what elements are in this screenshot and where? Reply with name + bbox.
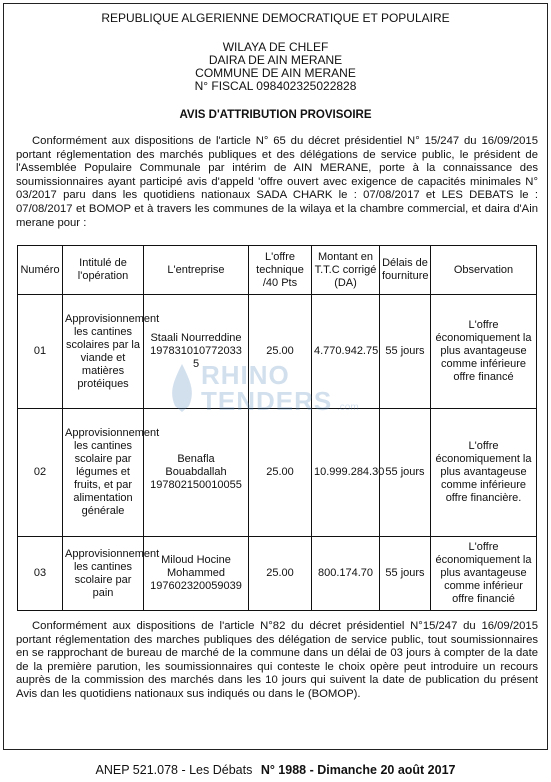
col-montant: Montant en T.T.C corrigé (DA) <box>312 246 380 295</box>
entreprise-name: Benafla Bouabdallah <box>165 453 227 478</box>
watermark-line-1: RHINO <box>201 360 290 390</box>
footer-issue: N° 1988 - Dimanche 20 août 2017 <box>260 763 456 777</box>
entreprise-name: Miloud Hocine Mohammed <box>161 554 231 579</box>
entreprise-id: 197802150010055 <box>150 479 242 491</box>
row-numero: 03 <box>18 537 63 611</box>
entreprise-name: Staali Nourreddine <box>150 332 242 344</box>
wilaya-line: WILAYA DE CHLEF <box>222 40 329 54</box>
award-table <box>17 245 537 611</box>
row-offre: 25.00 <box>249 537 312 611</box>
publication-footer <box>0 763 551 777</box>
row-offre: 25.00 <box>249 409 312 537</box>
col-numero: Numéro <box>18 246 63 295</box>
row-delais: 55 jours <box>380 409 431 537</box>
rhino-tenders-watermark <box>165 362 375 420</box>
closing-paragraph: Conformément aux dispositions de l'article N°82 du décret présidentiel N°15/247 du 16/09/2015 portant réglementation des marches publiques des délégation de service public, tout soumissionnaires en se rapprochant de bureau de marché de la commune dans un délai de 03 jours à compter de la date de la première parution, les soumissionnaires qui conteste le choix opère peut introduire un recours auprès de la commission des marchés dans les 10 jours qui suivent la date de publication du présent Avis dan les quotidiens nationaux sus indiqués ou dans le (BOMOP). <box>16 620 538 700</box>
row-observation: L'offre économiquement la plus avantageuse comme inférieure offre financé <box>431 295 537 409</box>
row-entreprise <box>144 409 249 537</box>
row-intitule: Approvisionnement les cantines scolaire par pain <box>63 537 144 611</box>
row-intitule: Approvisionnement les cantines scolaire par légumes et fruits, et par alimentation générale <box>63 409 144 537</box>
table-header-row <box>18 246 537 295</box>
col-entreprise: L'entreprise <box>144 246 249 295</box>
row-observation: L'offre économiquement la plus avantageuse comme inférieur offre financié <box>431 537 537 611</box>
col-delais: Délais de fourniture <box>380 246 431 295</box>
row-delais: 55 jours <box>380 537 431 611</box>
entreprise-id: 197831010772033 5 <box>150 345 242 370</box>
watermark-line-2: TENDERS <box>201 386 333 416</box>
row-delais: 55 jours <box>380 295 431 409</box>
col-offre: L'offre technique /40 Pts <box>249 246 312 295</box>
row-intitule: Approvisionnement les cantines scolaires par la viande et matières protéiques <box>63 295 144 409</box>
fiscal-number: N° FISCAL 098402325022828 <box>194 79 357 93</box>
row-montant: 800.174.70 <box>312 537 380 611</box>
row-numero: 01 <box>18 295 63 409</box>
notice-title: AVIS D'ATTRIBUTION PROVISOIRE <box>179 109 372 121</box>
intro-paragraph: Conformément aux dispositions de l'article N° 65 du décret présidentiel N° 15/247 du 16/09/2015 portant réglementation des marchés publiques et des délégations de service public, le président de l'Assemblée Populaire Communale par intérim de AIN MERANE, porte à la connaissance des soumissionnaires ayant participé avis d'appeld 'offre ouvert avec exigence de capacités minimales N° 03/2017 paru dans les quotidiens nationaux SADA CHARK le : 07/08/2017 et LES DEBATS le : 07/08/2017 et BOMOP et à travers les communes de la wilaya et la chambre commercial, et daira d'Ain merane pour : <box>16 135 538 229</box>
entreprise-id: 197602320059039 <box>150 580 242 592</box>
row-montant: 4.770.942.75 <box>312 295 380 409</box>
col-intitule: Intitulé de l'opération <box>63 246 144 295</box>
rhino-logo-icon <box>165 362 199 414</box>
row-numero: 02 <box>18 409 63 537</box>
commune-line: COMMUNE DE AIN MERANE <box>195 66 356 80</box>
footer-ref: ANEP 521.078 - Les Débats <box>95 763 253 777</box>
row-observation: L'offre économiquement la plus avantageuse comme inférieure offre financière. <box>431 409 537 537</box>
table-row <box>18 537 537 611</box>
republic-heading: REPUBLIQUE ALGERIENNE DEMOCRATIQUE ET POPULAIRE <box>101 11 450 25</box>
row-montant: 10.999.284.30 <box>312 409 380 537</box>
col-observation: Observation <box>431 246 537 295</box>
daira-line: DAIRA DE AIN MERANE <box>208 53 343 67</box>
watermark-suffix: .com <box>337 402 359 413</box>
row-offre: 25.00 <box>249 295 312 409</box>
row-entreprise <box>144 537 249 611</box>
table-row <box>18 409 537 537</box>
